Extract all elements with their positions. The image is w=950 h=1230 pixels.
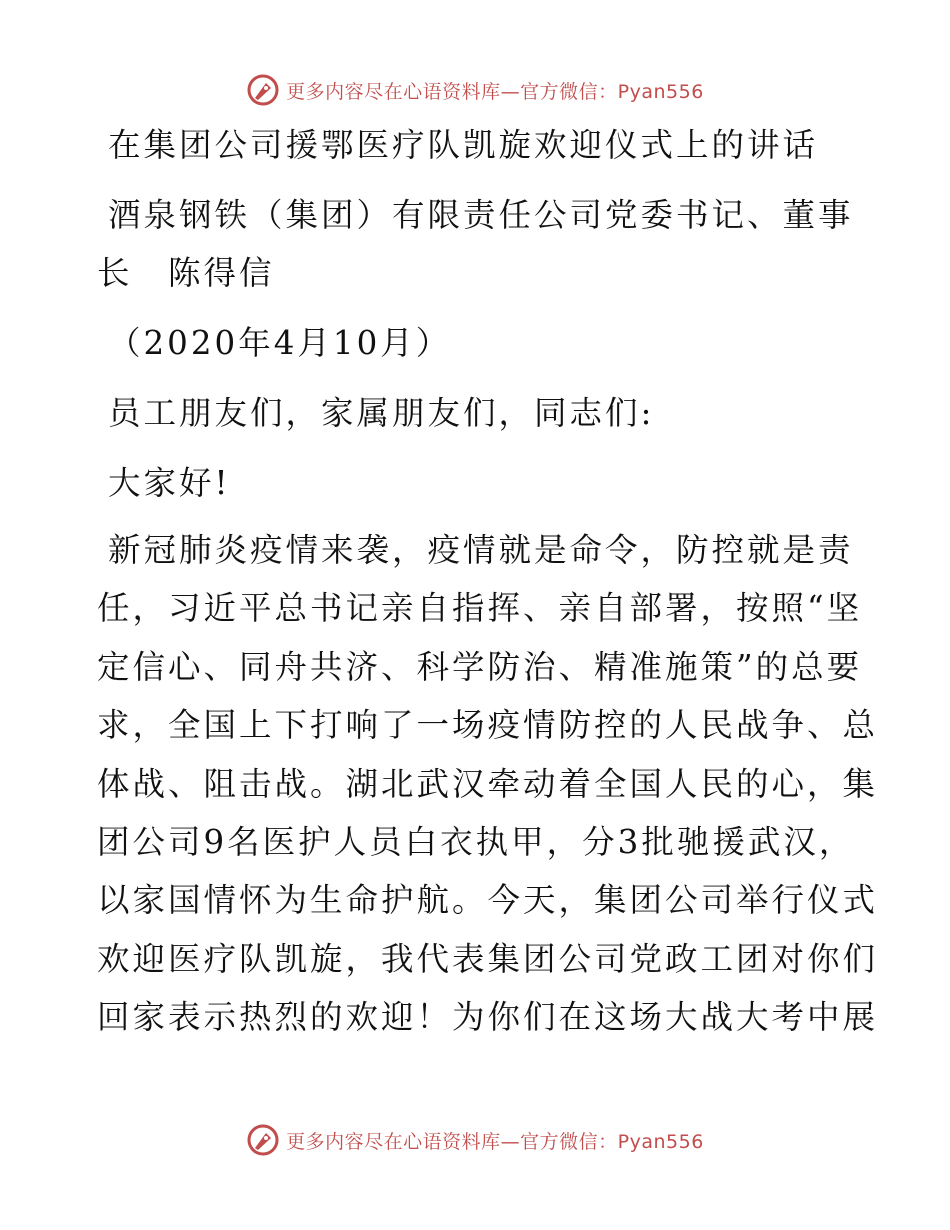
header-watermark [0,70,950,110]
body-line: 以家国情怀为生命护航。今天，集团公司举行仪式 [97,881,879,920]
speech-title: 在集团公司援鄂医疗队凯旋欢迎仪式上的讲话 [108,126,819,164]
document-body [97,122,879,1047]
watermark-text: 更多内容尽在心语资料库—官方微信：Pyan556 [286,80,704,103]
body-paragraph [97,521,879,1047]
speaker-line-2: 长 陈得信 [97,254,275,292]
greeting: 大家好! [108,464,231,502]
body-line: 欢迎医疗队凯旋，我代表集团公司党政工团对你们 [97,939,879,978]
body-line: 新冠肺炎疫情来袭，疫情就是命令，防控就是责 [108,531,854,569]
body-line: 任，习近平总书记亲自指挥、亲自部署，按照“坚 [97,589,863,628]
body-line: 体战、阻击战。湖北武汉牵动着全国人民的心，集 [97,764,879,803]
body-line: 定信心、同舟共济、科学防治、精准施策”的总要 [97,647,863,686]
watermark-text: 更多内容尽在心语资料库—官方微信：Pyan556 [286,1130,704,1153]
pen-nib-logo-icon [246,1123,280,1157]
speaker-line-1: 酒泉钢铁（集团）有限责任公司党委书记、董事 [108,196,854,234]
speech-date: （2020年4月10月） [108,324,452,362]
salutation: 员工朋友们，家属朋友们，同志们: [108,394,655,432]
footer-watermark [0,1120,950,1160]
body-line: 回家表示热烈的欢迎！为你们在这场大战大考中展 [97,998,879,1037]
body-line: 求，全国上下打响了一场疫情防控的人民战争、总 [97,706,879,745]
pen-nib-logo-icon [246,73,280,107]
body-line: 团公司9名医护人员白衣执甲，分3批驰援武汉， [97,823,855,862]
